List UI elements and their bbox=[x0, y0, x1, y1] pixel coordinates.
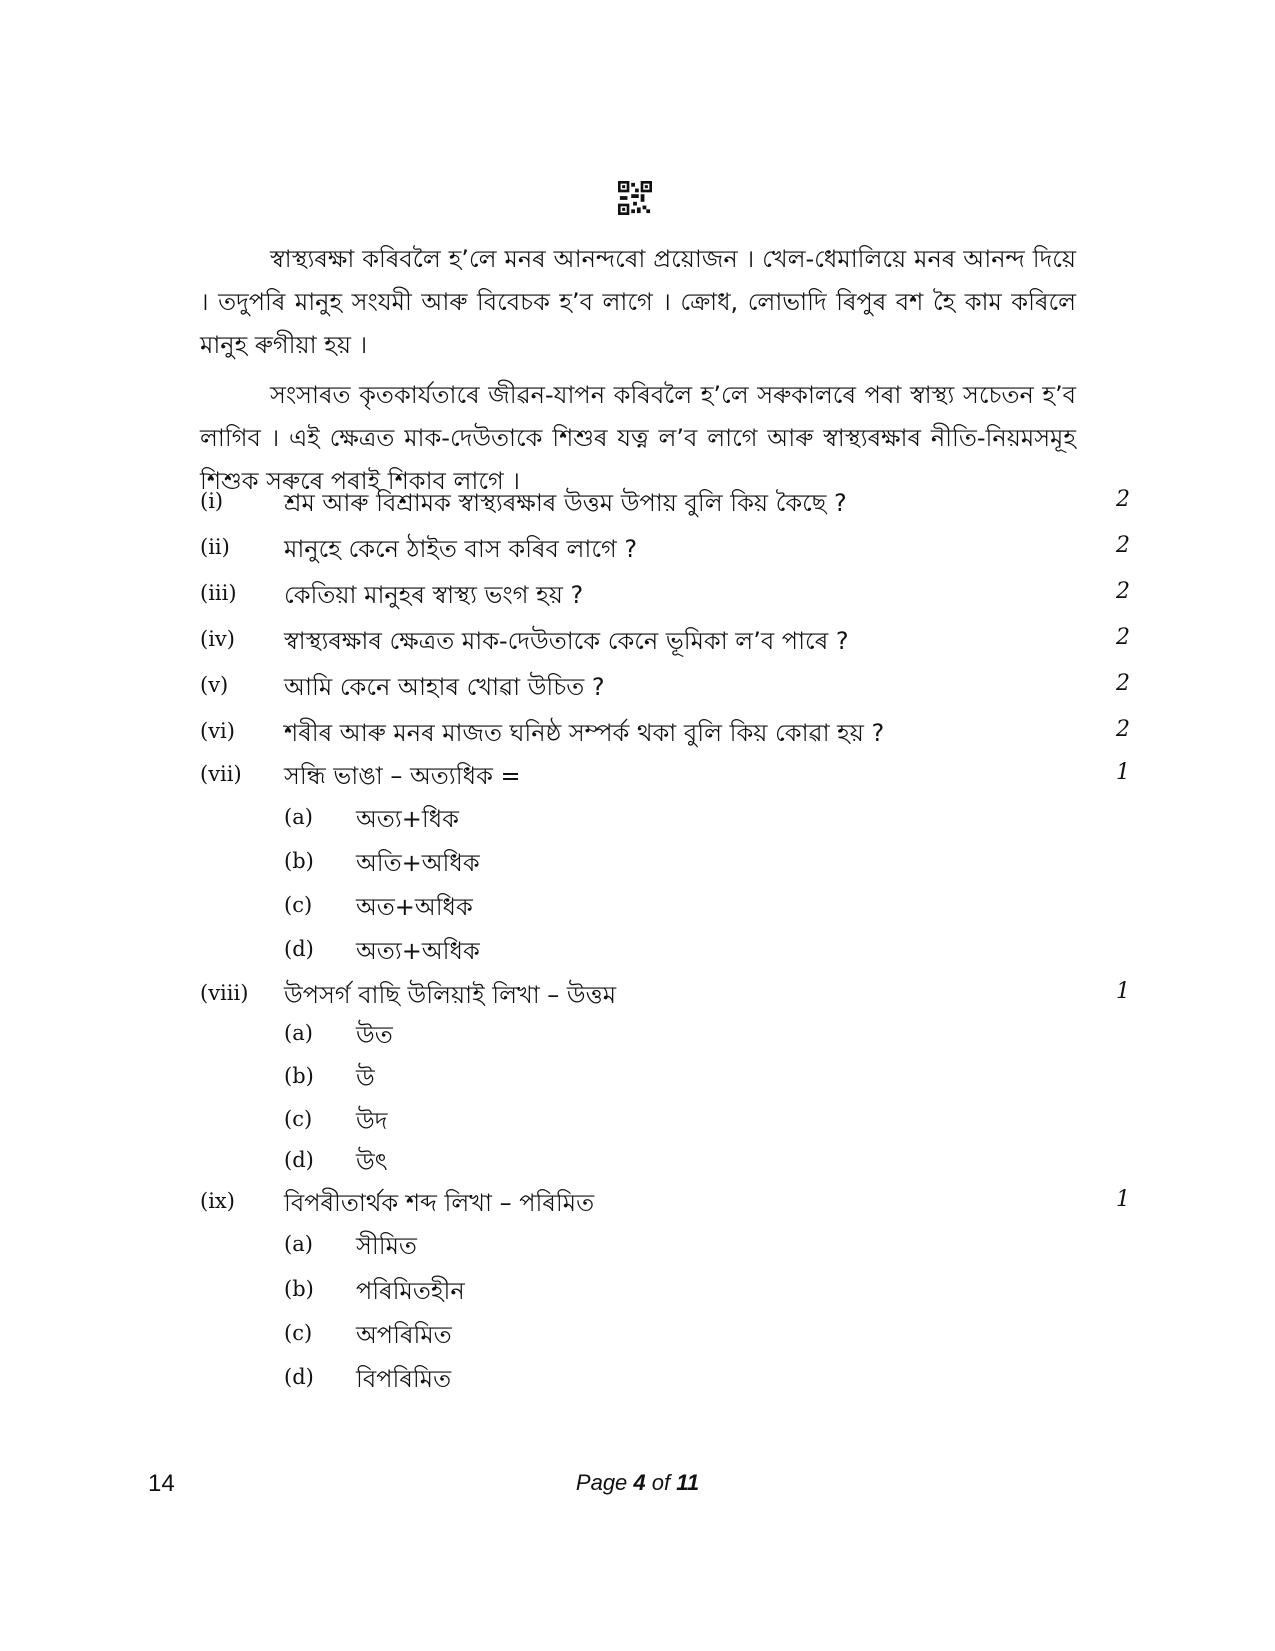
option-label: (c) bbox=[284, 1107, 313, 1131]
option-label: (d) bbox=[284, 937, 314, 961]
option-text: অতি+অধিক bbox=[356, 849, 480, 877]
question-number: (i) bbox=[200, 489, 224, 513]
question-marks: 1 bbox=[1116, 979, 1130, 1004]
option-text: বিপৰিমিত bbox=[356, 1365, 452, 1393]
option-label: (b) bbox=[284, 849, 314, 873]
qr-code-icon bbox=[618, 181, 652, 215]
option-text: উত bbox=[356, 1021, 393, 1049]
question-text: উপসৰ্গ বাছি উলিয়াই লিখা – উত্তম bbox=[284, 981, 617, 1009]
question-text: মানুহে কেনে ঠাইত বাস কৰিব লাগে ? bbox=[284, 535, 638, 563]
passage-paragraph-2: সংসাৰত কৃতকাৰ্যতাৰে জীৱন-যাপন কৰিবলৈ হ’লে সৰুকালৰে পৰা স্বাস্থ্য সচেতন হ’ব লাগিব । এই ক্ষেত্ৰত মাক-দেউতাকে শিশুৰ যত্ন ল’ব লাগে আৰু স্বাস্থ্যৰক্ষাৰ নীতি-নিয়মসমূহ শিশুক সৰুৰে পৰাই শিকাব লাগে । bbox=[200, 381, 1076, 495]
page-total: 11 bbox=[676, 1470, 700, 1495]
page-prefix: Page bbox=[575, 1470, 634, 1495]
question-number: (vi) bbox=[200, 719, 235, 743]
question-number: (ix) bbox=[200, 1189, 235, 1213]
page-of: of bbox=[645, 1470, 677, 1495]
question-number: (iii) bbox=[200, 581, 237, 605]
question-marks: 2 bbox=[1116, 717, 1130, 742]
question-item bbox=[200, 575, 1130, 615]
question-marks: 1 bbox=[1116, 760, 1130, 785]
option-label: (a) bbox=[284, 805, 313, 829]
option-text: উৎ bbox=[356, 1148, 388, 1176]
question-item bbox=[200, 483, 1130, 523]
question-item bbox=[200, 529, 1130, 569]
question-marks: 2 bbox=[1116, 671, 1130, 696]
question-number: (iv) bbox=[200, 627, 235, 651]
question-item bbox=[200, 713, 1130, 753]
option-label: (b) bbox=[284, 1277, 314, 1301]
question-marks: 2 bbox=[1116, 579, 1130, 604]
question-text: শ্ৰম আৰু বিশ্ৰামক স্বাস্থ্যৰক্ষাৰ উত্তম উপায় বুলি কিয় কৈছে ? bbox=[284, 489, 847, 517]
option-text: অপৰিমিত bbox=[356, 1321, 452, 1349]
question-number: (v) bbox=[200, 673, 229, 697]
option-label: (b) bbox=[284, 1064, 314, 1088]
option-text: অত্য+ধিক bbox=[356, 805, 459, 833]
page-current: 4 bbox=[633, 1470, 646, 1495]
option-text: উদ bbox=[356, 1107, 388, 1135]
option-label: (d) bbox=[284, 1148, 314, 1172]
option-text: অত্য+অধিক bbox=[356, 937, 480, 965]
question-item bbox=[200, 756, 1130, 796]
option-label: (d) bbox=[284, 1365, 314, 1389]
page-number bbox=[0, 1470, 1275, 1496]
question-number: (viii) bbox=[200, 981, 249, 1005]
question-number: (ii) bbox=[200, 535, 230, 559]
question-text: আমি কেনে আহাৰ খোৱা উচিত ? bbox=[284, 673, 605, 701]
question-item bbox=[200, 1183, 1130, 1223]
question-text: সন্ধি ভাঙা – অত্যধিক = bbox=[284, 762, 521, 790]
question-marks: 2 bbox=[1116, 533, 1130, 558]
option-text: অত+অধিক bbox=[356, 893, 473, 921]
option-text: সীমিত bbox=[356, 1232, 417, 1260]
option-label: (a) bbox=[284, 1232, 313, 1256]
question-item bbox=[200, 667, 1130, 707]
question-item bbox=[200, 621, 1130, 661]
passage-paragraph-1: স্বাস্থ্যৰক্ষা কৰিবলৈ হ’লে মনৰ আনন্দৰো প্ৰয়োজন । খেল-ধেমালিয়ে মনৰ আনন্দ দিয়ে । তদুপৰি মানুহ সংযমী আৰু বিবেচক হ’ব লাগে । ক্ৰোধ, লোভাদি ৰিপুৰ বশ হৈ কাম কৰিলে মানুহ ৰুগীয়া হয় । bbox=[200, 245, 1076, 359]
question-marks: 2 bbox=[1116, 625, 1130, 650]
question-text: কেতিয়া মানুহৰ স্বাস্থ্য ভংগ হয় ? bbox=[284, 581, 584, 609]
question-text: শৰীৰ আৰু মনৰ মাজত ঘনিষ্ঠ সম্পৰ্ক থকা বুলি কিয় কোৱা হয় ? bbox=[284, 719, 885, 747]
option-text: উ bbox=[356, 1064, 375, 1092]
option-text: পৰিমিতহীন bbox=[356, 1277, 465, 1305]
option-label: (a) bbox=[284, 1021, 313, 1045]
question-number: (vii) bbox=[200, 762, 242, 786]
option-label: (c) bbox=[284, 893, 313, 917]
question-marks: 1 bbox=[1116, 1187, 1130, 1212]
option-label: (c) bbox=[284, 1321, 313, 1345]
question-marks: 2 bbox=[1116, 487, 1130, 512]
question-text: স্বাস্থ্যৰক্ষাৰ ক্ষেত্ৰত মাক-দেউতাকে কেনে ভূমিকা ল’ব পাৰে ? bbox=[284, 627, 849, 655]
question-item bbox=[200, 975, 1130, 1015]
question-text: বিপৰীতাৰ্থক শব্দ লিখা – পৰিমিত bbox=[284, 1189, 595, 1217]
page-code: 14 bbox=[148, 1470, 175, 1497]
